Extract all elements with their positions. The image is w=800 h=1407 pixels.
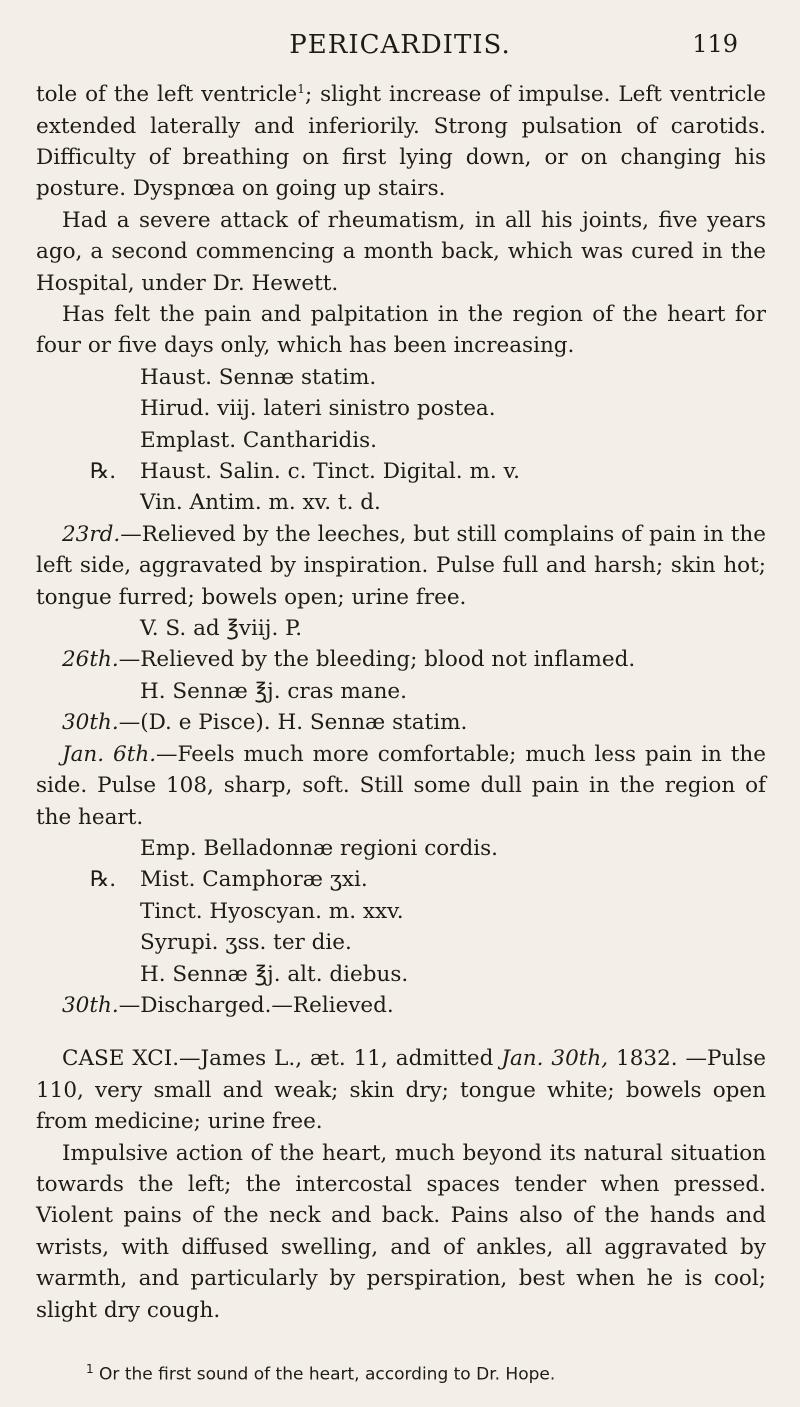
text: —Relieved by the leeches, but still complains of pain in the left side, aggravated by inspiration. Pulse full and harsh; skin hot; tongue furred; bowels open; urine free.	[36, 521, 766, 610]
dated-entry	[36, 519, 766, 613]
recipe-symbol: ℞.	[90, 459, 117, 485]
prescription-line: Hirud. viij. lateri sinistro postea.	[140, 396, 496, 422]
text: —Feels much more comfortable; much less pain in the side. Pulse 108, sharp, soft. Still some dull pain in the region of the heart.	[36, 741, 766, 830]
footnote	[86, 1362, 766, 1385]
body-text	[36, 74, 766, 1326]
prescription-line	[36, 864, 766, 895]
text: tole of the left ventricle	[36, 82, 298, 108]
dated-entry	[36, 644, 766, 675]
prescription-line: H. Sennæ ℥j. alt. diebus.	[140, 961, 409, 987]
prescription-line: Emplast. Cantharidis.	[140, 427, 377, 453]
prescription-line	[36, 456, 766, 487]
entry-date: Jan. 6th.	[62, 741, 157, 767]
text: —Discharged.—Relieved.	[118, 992, 394, 1018]
prescription-line: Syrupi. ʒss. ter die.	[140, 930, 352, 956]
text: Haust. Salin. c. Tinct. Digital. m. v.	[140, 459, 520, 485]
text: 1832. —Pulse 110, very small and weak; skin dry; tongue white; bowels open from medicine; urine free.	[36, 1046, 766, 1135]
paragraph: Impulsive action of the heart, much beyond its natural situation towards the left; the intercostal spaces tender when pressed. Violent pains of the neck and back. Pains also of the hands and wrists, with diffused swelling, and of ankles, all aggravated by warmth, and particularly by perspiration, best when he is cool; slight dry cough.	[36, 1140, 766, 1323]
page-header	[0, 24, 800, 64]
prescription-line: Tinct. Hyoscyan. m. xxv.	[140, 898, 404, 924]
dated-entry	[36, 990, 766, 1021]
text: —(D. e Pisce). H. Sennæ statim.	[118, 710, 468, 736]
dated-entry	[36, 739, 766, 833]
entry-date: Jan. 30th,	[501, 1046, 609, 1072]
running-title: PERICARDITIS.	[289, 30, 511, 60]
footnote-text: Or the first sound of the heart, according to Dr. Hope.	[93, 1364, 556, 1385]
entry-date: 30th.	[62, 710, 119, 736]
entry-date: 30th.	[62, 992, 119, 1018]
paragraph: Had a severe attack of rheumatism, in all his joints, five years ago, a second commencing a month back, which was cured in the Hospital, under Dr. Hewett.	[36, 207, 766, 296]
footnote-mark: 1	[86, 1362, 94, 1376]
recipe-symbol: ℞.	[90, 867, 117, 893]
prescription-line: V. S. ad ℥viij. P.	[140, 616, 303, 642]
section-gap	[36, 1021, 766, 1043]
page-number: 119	[692, 30, 738, 58]
text: —Relieved by the bleeding; blood not inflamed.	[118, 647, 636, 673]
dated-entry	[36, 707, 766, 738]
entry-date: 23rd.	[62, 521, 121, 547]
text: CASE XCI.—James L., æt. 11, admitted	[62, 1046, 502, 1072]
case-heading	[36, 1043, 766, 1137]
text: Mist. Camphoræ ʒxi.	[140, 867, 368, 893]
prescription-line: H. Sennæ ℥j. cras mane.	[140, 678, 407, 704]
prescription-line: Vin. Antim. m. xv. t. d.	[140, 490, 381, 516]
prescription-line: Emp. Belladonnæ regioni cordis.	[140, 835, 498, 861]
paragraph: Has felt the pain and palpitation in the region of the heart for four or five days only, which has been increasing.	[36, 302, 766, 359]
paragraph	[36, 74, 766, 205]
text: ; slight increase of impulse. Left ventricle extended laterally and inferiorily. Strong pulsation of carotids. Difficulty of breathing on first lying down, or on changing his posture. Dyspnœa on going up stairs.	[36, 82, 767, 202]
prescription-line: Haust. Sennæ statim.	[140, 364, 377, 390]
footnote-ref: 1	[297, 82, 305, 96]
entry-date: 26th.	[62, 647, 119, 673]
